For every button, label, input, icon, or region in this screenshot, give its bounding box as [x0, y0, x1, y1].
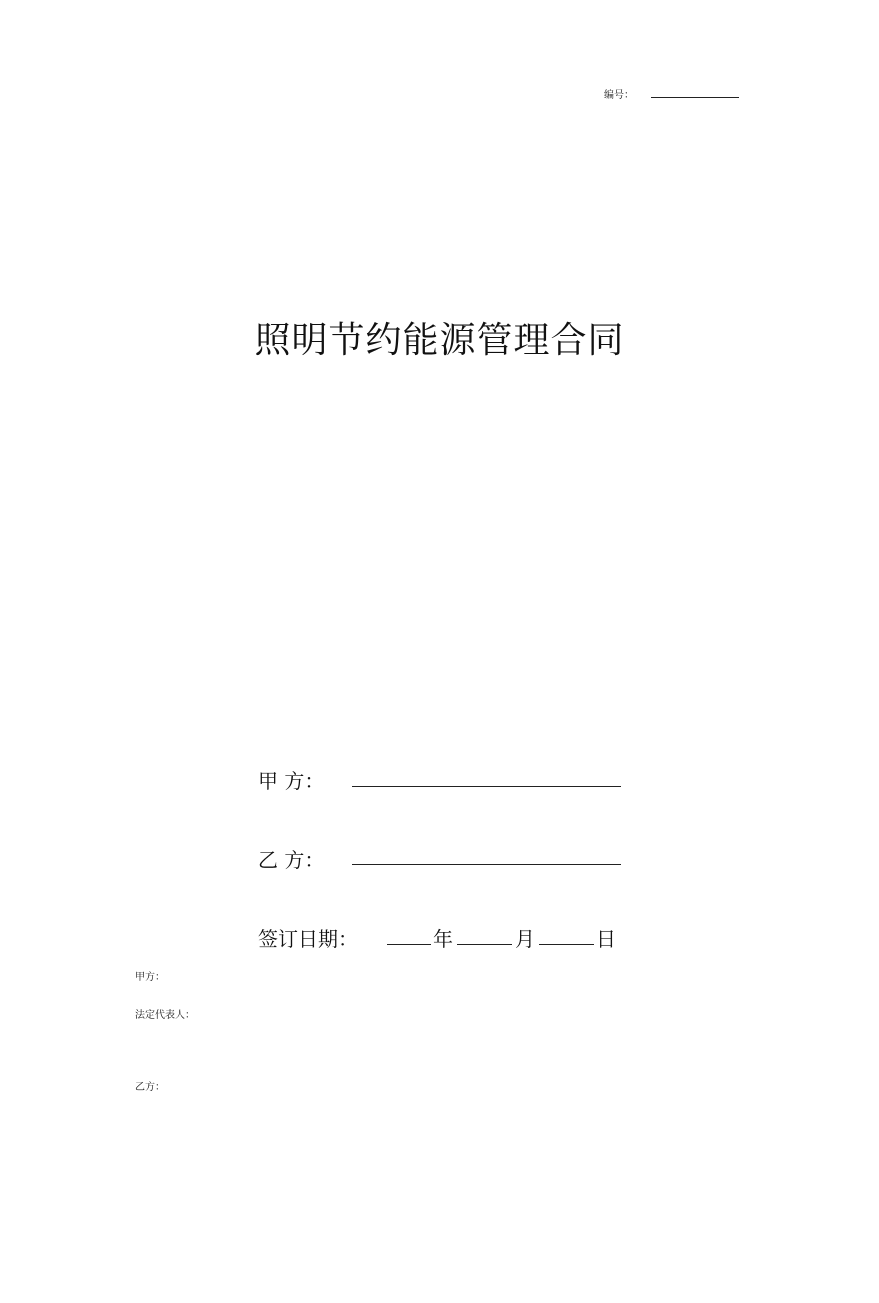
month-blank: [457, 944, 512, 945]
year-label: 年: [433, 927, 453, 951]
signing-date-label: 签订日期：: [258, 927, 358, 951]
day-label: 日: [596, 927, 616, 951]
page-title: 照明节约能源管理合同: [254, 320, 625, 361]
serial-number-label: 编号：: [604, 90, 634, 101]
body-party-a-label: 甲方：: [135, 972, 165, 983]
month-label: 月: [515, 927, 535, 951]
party-a-label: 甲 方：: [258, 769, 325, 793]
party-b-blank: [352, 864, 621, 865]
body-party-b-label: 乙方：: [135, 1082, 165, 1093]
party-a-blank: [352, 786, 621, 787]
party-b-label: 乙 方：: [258, 848, 325, 872]
year-blank: [387, 944, 431, 945]
legal-representative-label: 法定代表人：: [135, 1010, 195, 1021]
serial-number-blank: [651, 97, 739, 98]
day-blank: [539, 944, 594, 945]
